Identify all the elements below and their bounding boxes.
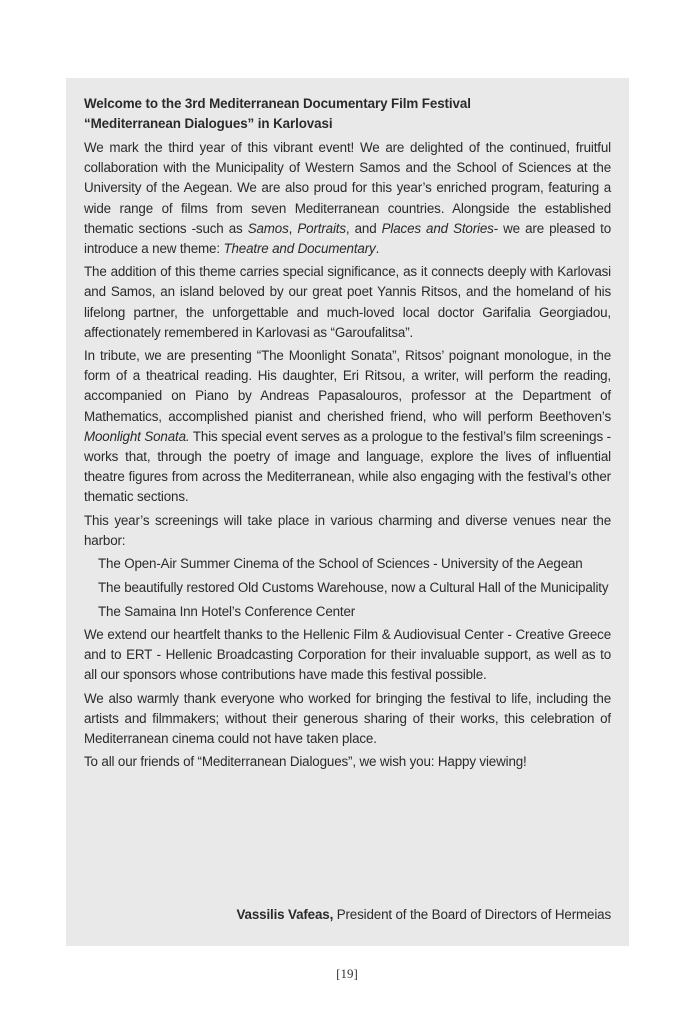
- paragraph-tribute-text: This special event serves as a prologue to the festival’s film screenings - works that, through the poetry of image and language, explore the lives of influential theatre figures from across the Mediterranean, while also engaging with the festival’s other thematic sections.: [84, 428, 611, 505]
- period: .: [375, 241, 380, 257]
- letter-body: [84, 138, 611, 772]
- venue-item: The Samaina Inn Hotel’s Conference Center: [98, 604, 356, 620]
- paragraph-tribute: [84, 346, 611, 508]
- signature-role: President of the Board of Directors of Hermeias: [333, 907, 611, 922]
- signature-name: Vassilis Vafeas,: [236, 907, 334, 922]
- separator: , and: [345, 220, 382, 236]
- venue-item: The Open-Air Summer Cinema of the School of Sciences - University of the Aegean: [98, 556, 583, 572]
- paragraph-theme: The addition of this theme carries special significance, as it connects deeply with Karlovasi and Samos, an island beloved by our great poet Yannis Ritsos, and the homeland of his lifelong partner, the unforgettable and much-loved local doctor Garifalia Georgiadou, affectionately remembered in Karlovasi as “Garoufalitsa”.: [84, 264, 611, 340]
- paragraph-tribute-text: In tribute, we are presenting “The Moonlight Sonata”, Ritsos’ poignant monologue, in the form of a theatrical reading. His daughter, Eri Ritsou, a writer, will perform the reading, accompanied on Piano by Andreas Papasalouros, professor at the Department of Mathematics, accomplished pianist and cherished friend, who will perform Beethoven’s: [84, 348, 611, 424]
- venue-item: The beautifully restored Old Customs Warehouse, now a Cultural Hall of the Municipality: [98, 580, 609, 596]
- paragraph-intro-text: We mark the third year of this vibrant event! We are delighted of the continued, fruitful collaboration with the Municipality of Western Samos and the School of Sciences at the University of the Aegean. We are also proud for this year’s enriched program, featuring a wide range of films from seven Mediterranean countries. Alongside the established thematic sections -such as: [84, 140, 611, 236]
- paragraph-intro-text: - we are pleased to introduce a new theme:: [84, 220, 611, 257]
- venue-list: [84, 554, 611, 622]
- heading: [84, 94, 611, 134]
- section-places-and-stories: Places and Stories: [381, 220, 494, 236]
- paragraph-intro: [84, 138, 611, 259]
- paragraph-thanks-team: We also warmly thank everyone who worked for bringing the festival to life, including the artists and filmmakers; without their generous sharing of their works, this celebration of Mediterranean cinema could not have taken place.: [84, 690, 611, 747]
- page-number: [19]: [336, 966, 358, 981]
- welcome-text-panel: [66, 78, 629, 946]
- heading-line-2: “Mediterranean Dialogues” in Karlovasi: [84, 116, 333, 131]
- paragraph-venues-intro: This year’s screenings will take place in various charming and diverse venues near the harbor:: [84, 512, 611, 548]
- signature: [237, 907, 611, 922]
- moonlight-sonata-title: Moonlight Sonata.: [84, 428, 190, 444]
- section-samos: Samos: [247, 220, 289, 236]
- heading-line-1: Welcome to the 3rd Mediterranean Documentary Film Festival: [84, 96, 471, 111]
- paragraph-closing: To all our friends of “Mediterranean Dialogues”, we wish you: Happy viewing!: [84, 754, 527, 770]
- paragraph-thanks-sponsors: We extend our heartfelt thanks to the Hellenic Film & Audiovisual Center - Creative Greece and to ERT - Hellenic Broadcasting Corporation for their invaluable support, as well as to all our sponsors whose contributions have made this festival possible.: [84, 627, 611, 683]
- separator: ,: [288, 220, 298, 236]
- section-theatre-and-documentary: Theatre and Documentary: [223, 241, 376, 257]
- section-portraits: Portraits: [297, 220, 346, 236]
